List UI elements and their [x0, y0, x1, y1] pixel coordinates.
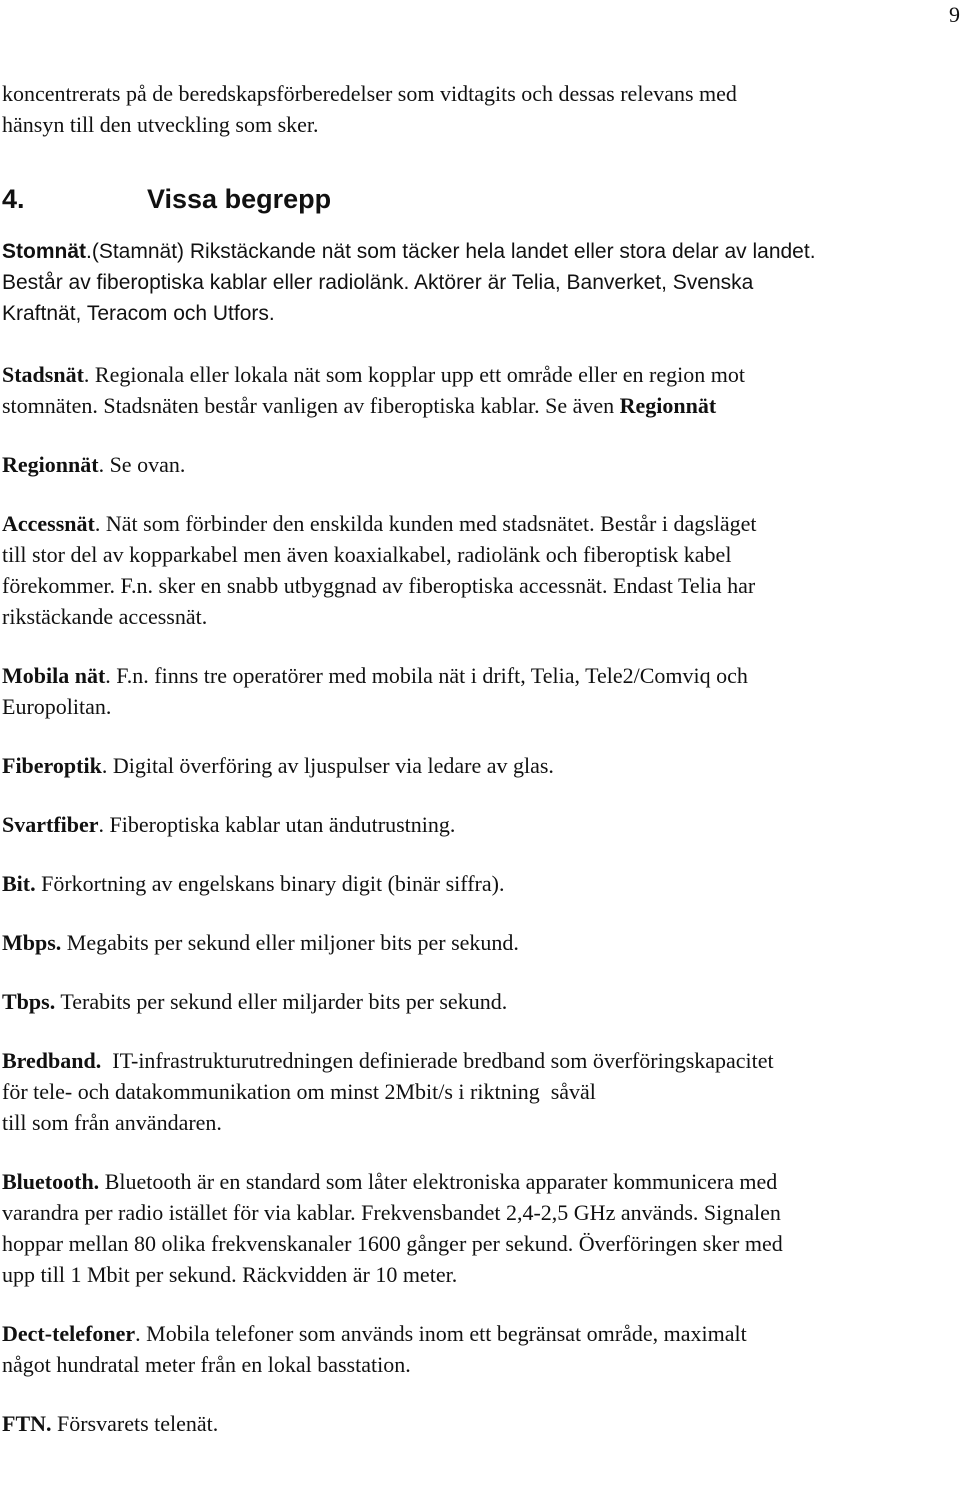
term: FTN.: [2, 1411, 52, 1436]
definition-line: [2, 868, 952, 899]
definition-line: förekommer. F.n. sker en snabb utbyggnad av fiberoptiska accessnät. Endast Telia har: [2, 573, 756, 598]
document-body: [2, 78, 952, 1467]
definition-line: [2, 750, 952, 781]
term: Bit.: [2, 871, 36, 896]
definition-svartfiber: [2, 809, 952, 840]
term: Regionnät: [2, 452, 99, 477]
definition-text: IT-infrastrukturutredningen definierade bredband som överföringskapacitet: [101, 1048, 774, 1073]
definition-text: . Mobila telefoner som används inom ett begränsat område, maximalt: [135, 1321, 747, 1346]
definition-line: Består av fiberoptiska kablar eller radiolänk. Aktörer är Telia, Banverket, Svenska: [2, 271, 754, 294]
definition-line: [2, 390, 952, 421]
definition-text: . Digital överföring av ljuspulser via ledare av glas.: [101, 753, 554, 778]
definition-text: . F.n. finns tre operatörer med mobila nät i drift, Telia, Tele2/Comviq och: [105, 663, 748, 688]
term: Stadsnät: [2, 362, 84, 387]
definition-bredband: [2, 1045, 952, 1138]
definition-line: [2, 236, 952, 267]
definition-line: [2, 927, 952, 958]
definition-accessnat: [2, 508, 952, 632]
definition-ftn: [2, 1408, 952, 1439]
definition-bluetooth: [2, 1166, 952, 1290]
definition-line: [2, 986, 952, 1017]
definition-text: . Se ovan.: [98, 452, 186, 477]
definition-text: . Fiberoptiska kablar utan ändutrustning.: [98, 812, 456, 837]
term: Dect-telefoner: [2, 1321, 136, 1346]
definition-line: rikstäckande accessnät.: [2, 604, 208, 629]
term: Mbps.: [2, 930, 62, 955]
definition-line: till som från användaren.: [2, 1110, 222, 1135]
definition-line: varandra per radio istället för via kablar. Frekvensbandet 2,4-2,5 GHz används. Signalen: [2, 1200, 781, 1225]
definition-line: [2, 359, 952, 390]
definition-line: [2, 508, 952, 539]
definition-line: för tele- och datakommunikation om minst 2Mbit/s i riktning såväl: [2, 1079, 596, 1104]
definition-line: [2, 660, 952, 691]
term: Mobila nät: [2, 663, 106, 688]
definition-text: Terabits per sekund eller miljarder bits per sekund.: [55, 989, 508, 1014]
definition-line: Kraftnät, Teracom och Utfors.: [2, 302, 275, 325]
cross-reference: Regionnät: [619, 393, 717, 418]
intro-paragraph: [2, 78, 952, 140]
definition-fiberoptik: [2, 750, 952, 781]
definition-stomnat: [2, 236, 952, 329]
section-number: 4.: [2, 184, 25, 214]
definition-line: [2, 809, 952, 840]
term: Bluetooth.: [2, 1169, 100, 1194]
definition-line: Europolitan.: [2, 694, 112, 719]
definition-line: [2, 1408, 952, 1439]
term: Svartfiber: [2, 812, 99, 837]
definition-tbps: [2, 986, 952, 1017]
definition-line: hoppar mellan 80 olika frekvenskanaler 1600 gånger per sekund. Överföringen sker med: [2, 1231, 783, 1256]
definition-bit: [2, 868, 952, 899]
definition-text: Försvarets telenät.: [51, 1411, 219, 1436]
term: Fiberoptik: [2, 753, 102, 778]
definition-line: [2, 1318, 952, 1349]
definition-line: [2, 1166, 952, 1197]
definition-text: Förkortning av engelskans binary digit (binär siffra).: [35, 871, 505, 896]
definition-text: . Regionala eller lokala nät som kopplar upp ett område eller en region mot: [83, 362, 745, 387]
definition-line: till stor del av kopparkabel men även koaxialkabel, radiolänk och fiberoptisk kabel: [2, 542, 732, 567]
definition-regionnat: [2, 449, 952, 480]
definition-mbps: [2, 927, 952, 958]
term: Bredband.: [2, 1048, 102, 1073]
definition-line: [2, 449, 952, 480]
term: Stomnät: [2, 240, 86, 263]
definition-text: Bluetooth är en standard som låter elektroniska apparater kommunicera med: [99, 1169, 778, 1194]
definition-line: något hundratal meter från en lokal basstation.: [2, 1352, 411, 1377]
definition-text: . Nät som förbinder den enskilda kunden med stadsnätet. Består i dagsläget: [94, 511, 757, 536]
intro-line: hänsyn till den utveckling som sker.: [2, 112, 319, 137]
definition-dect-telefoner: [2, 1318, 952, 1380]
definition-line: [2, 1045, 952, 1076]
page-number: 9: [949, 2, 960, 27]
definition-line: upp till 1 Mbit per sekund. Räckvidden är 10 meter.: [2, 1262, 458, 1287]
section-title: Vissa begrepp: [147, 184, 332, 214]
definition-text: Megabits per sekund eller miljoner bits per sekund.: [61, 930, 519, 955]
definition-text: stomnäten. Stadsnäten består vanligen av fiberoptiska kablar. Se även: [2, 393, 620, 418]
intro-line: koncentrerats på de beredskapsförberedelser som vidtagits och dessas relevans med: [2, 81, 737, 106]
definition-mobila-nat: [2, 660, 952, 722]
section-heading: [2, 184, 952, 215]
term: Tbps.: [2, 989, 56, 1014]
definition-stadsnat: [2, 359, 952, 421]
definition-text: .(Stamnät) Rikstäckande nät som täcker hela landet eller stora delar av landet.: [86, 240, 816, 263]
term: Accessnät: [2, 511, 95, 536]
